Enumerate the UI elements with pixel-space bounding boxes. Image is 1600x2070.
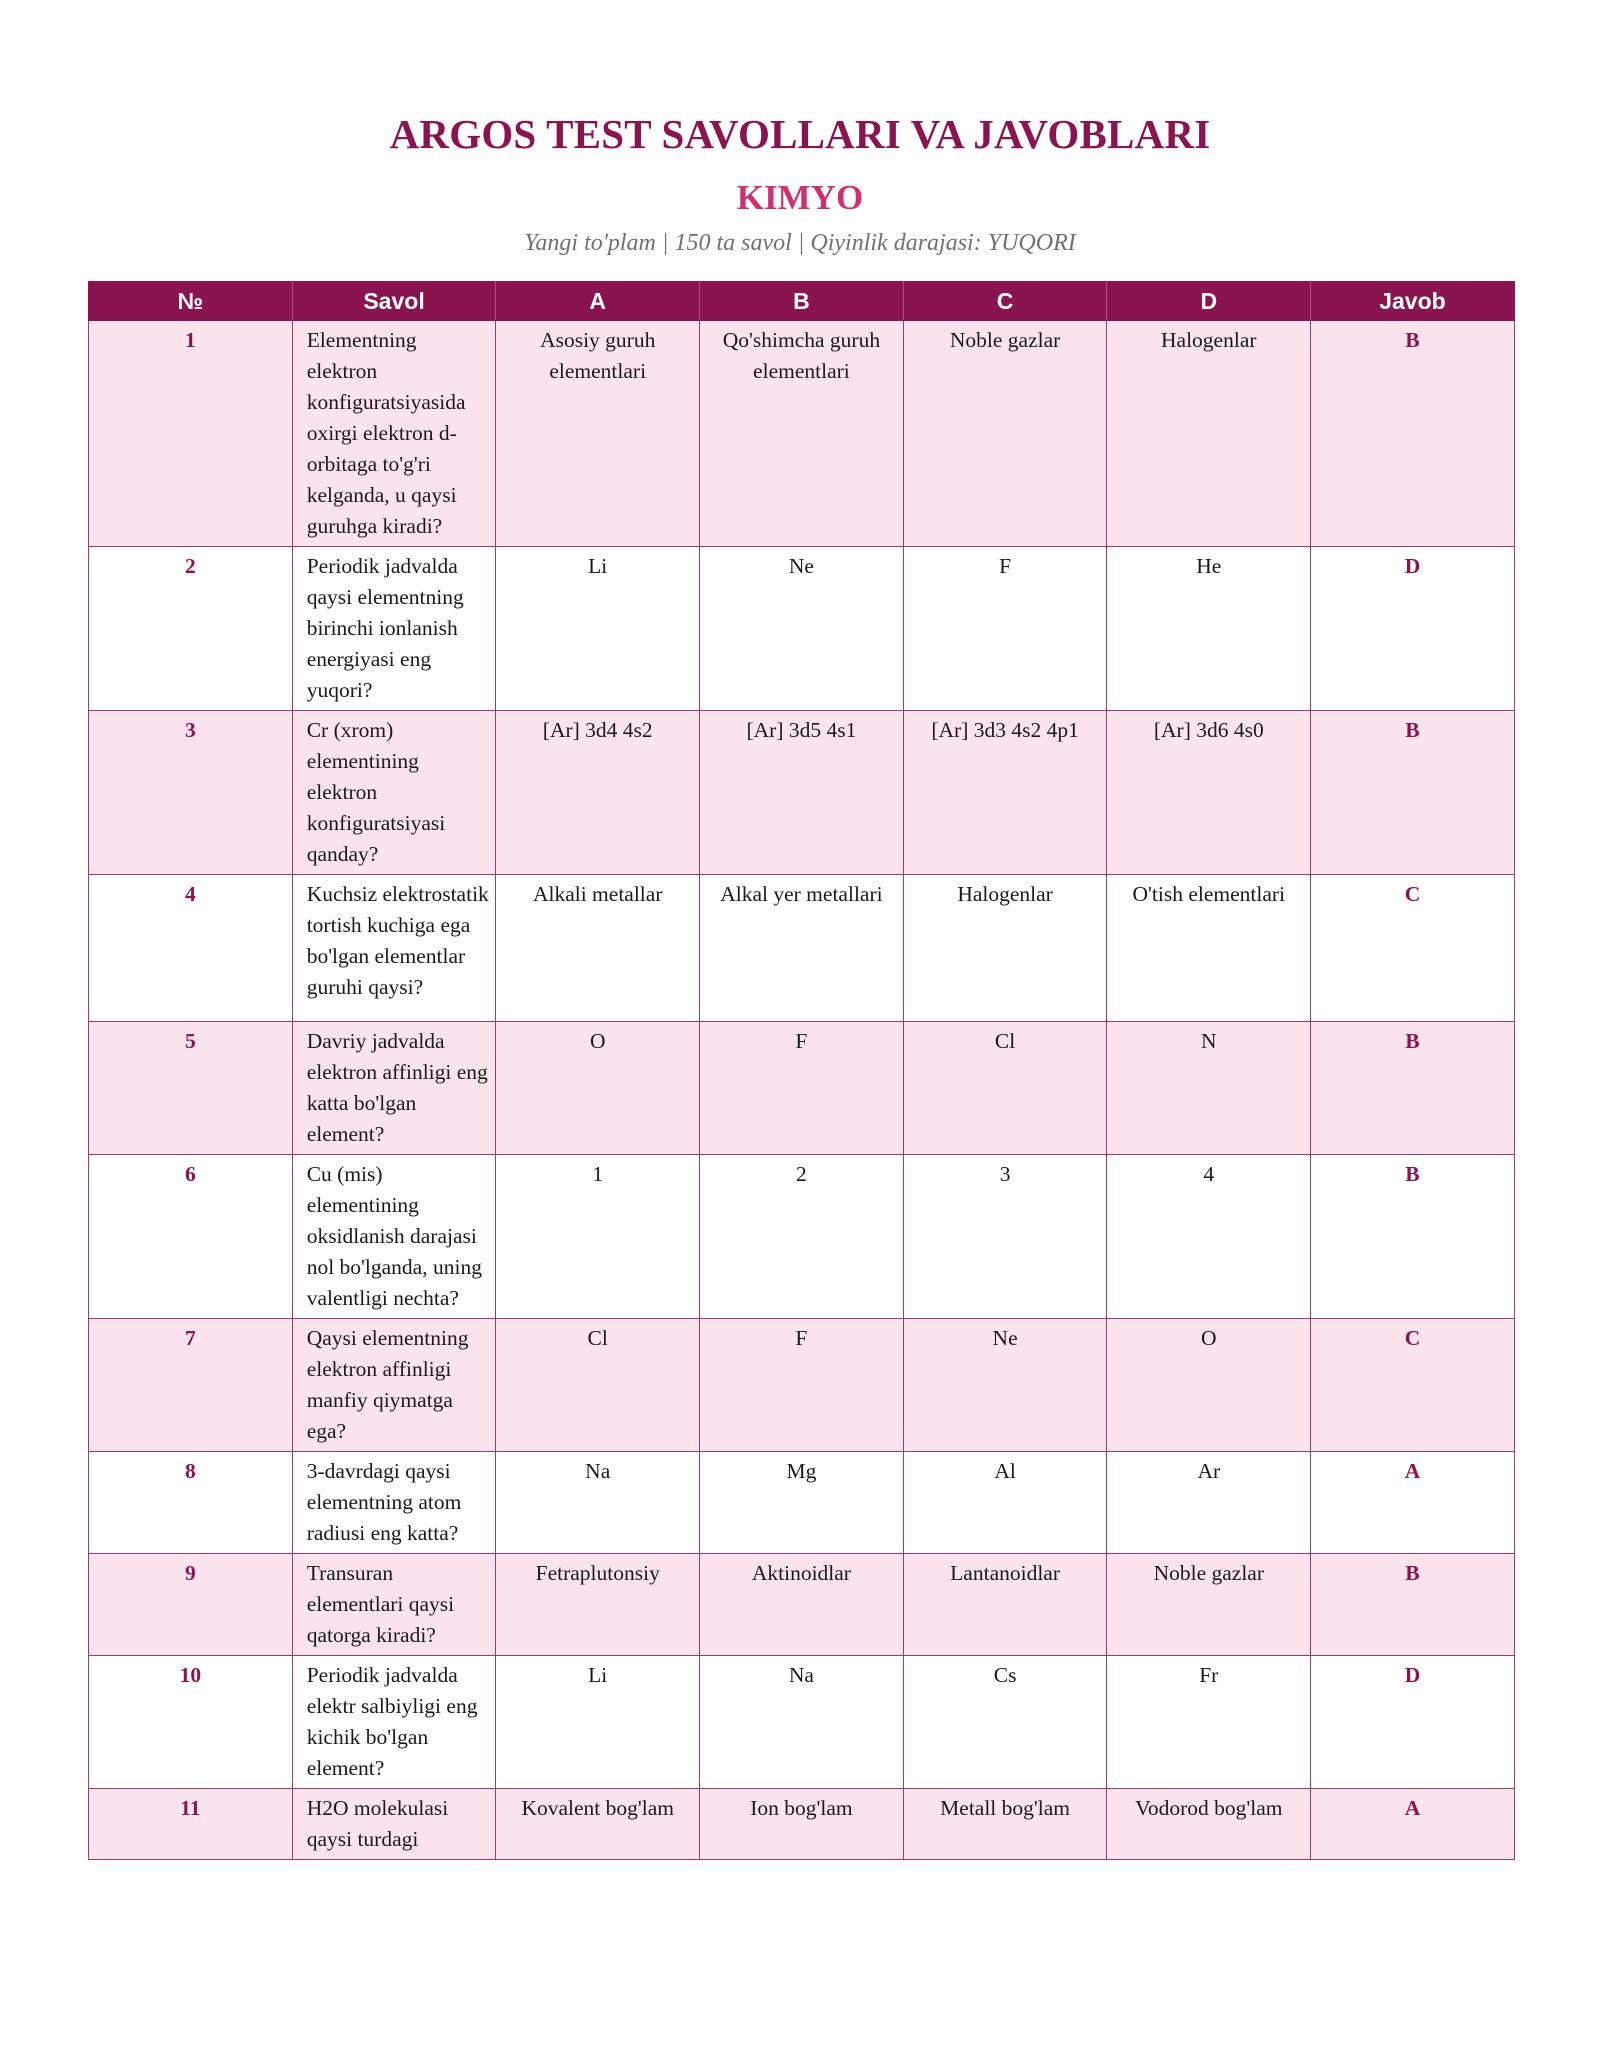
column-header-a: A xyxy=(496,282,700,321)
option-b: Alkal yer metallari xyxy=(700,875,904,1022)
option-c: 3 xyxy=(903,1155,1107,1319)
option-d: Fr xyxy=(1107,1656,1311,1789)
option-a: O xyxy=(496,1022,700,1155)
question-text: Periodik jadvalda elektr salbiyligi eng kichik bo'lgan element? xyxy=(292,1656,496,1789)
table-row xyxy=(89,1319,1515,1452)
question-number: 5 xyxy=(89,1022,293,1155)
option-c: Noble gazlar xyxy=(903,321,1107,547)
question-text: Qaysi elementning elektron affinligi manfiy qiymatga ega? xyxy=(292,1319,496,1452)
column-header-question: Savol xyxy=(292,282,496,321)
option-a: Fetraplutonsiy xyxy=(496,1554,700,1656)
option-d: [Ar] 3d6 4s0 xyxy=(1107,711,1311,875)
question-text: Transuran elementlari qaysi qatorga kiradi? xyxy=(292,1554,496,1656)
column-header-c: C xyxy=(903,282,1107,321)
question-number: 7 xyxy=(89,1319,293,1452)
question-text: Elementning elektron konfiguratsiyasida oxirgi elektron d-orbitaga to'g'ri kelganda, u qaysi guruhga kiradi? xyxy=(292,321,496,547)
question-number: 1 xyxy=(89,321,293,547)
correct-answer: B xyxy=(1311,1554,1515,1656)
correct-answer: B xyxy=(1311,1022,1515,1155)
table-row xyxy=(89,1452,1515,1554)
option-d: N xyxy=(1107,1022,1311,1155)
option-a: 1 xyxy=(496,1155,700,1319)
option-a: Asosiy guruh elementlari xyxy=(496,321,700,547)
question-number: 2 xyxy=(89,547,293,711)
correct-answer: D xyxy=(1311,547,1515,711)
option-a: Na xyxy=(496,1452,700,1554)
option-d: Ar xyxy=(1107,1452,1311,1554)
table-row xyxy=(89,321,1515,547)
option-b: [Ar] 3d5 4s1 xyxy=(700,711,904,875)
table-row xyxy=(89,875,1515,1022)
option-b: Aktinoidlar xyxy=(700,1554,904,1656)
option-a: Cl xyxy=(496,1319,700,1452)
option-b: Qo'shimcha guruh elementlari xyxy=(700,321,904,547)
table-row xyxy=(89,1155,1515,1319)
column-header-b: B xyxy=(700,282,904,321)
option-d: He xyxy=(1107,547,1311,711)
question-text: H2O molekulasi qaysi turdagi xyxy=(292,1789,496,1860)
option-c: Cs xyxy=(903,1656,1107,1789)
table-row xyxy=(89,547,1515,711)
question-text: Kuchsiz elektrostatik tortish kuchiga ega bo'lgan elementlar guruhi qaysi? xyxy=(292,875,496,1022)
question-text: 3-davrdagi qaysi elementning atom radiusi eng katta? xyxy=(292,1452,496,1554)
option-c: Lantanoidlar xyxy=(903,1554,1107,1656)
option-b: Ion bog'lam xyxy=(700,1789,904,1860)
option-c: Ne xyxy=(903,1319,1107,1452)
table-row xyxy=(89,1022,1515,1155)
table-row xyxy=(89,1554,1515,1656)
option-d: Halogenlar xyxy=(1107,321,1311,547)
table-row xyxy=(89,1789,1515,1860)
document-title: ARGOS TEST SAVOLLARI VA JAVOBLARI xyxy=(389,111,1211,157)
option-a: Li xyxy=(496,547,700,711)
header-row xyxy=(89,282,1515,321)
option-a: Alkali metallar xyxy=(496,875,700,1022)
question-number: 6 xyxy=(89,1155,293,1319)
option-a: Li xyxy=(496,1656,700,1789)
correct-answer: A xyxy=(1311,1452,1515,1554)
correct-answer: A xyxy=(1311,1789,1515,1860)
option-d: O'tish elementlari xyxy=(1107,875,1311,1022)
correct-answer: B xyxy=(1311,711,1515,875)
correct-answer: C xyxy=(1311,1319,1515,1452)
column-header-answer: Javob xyxy=(1311,282,1515,321)
option-b: F xyxy=(700,1319,904,1452)
table-row xyxy=(89,1656,1515,1789)
question-number: 8 xyxy=(89,1452,293,1554)
question-text: Davriy jadvalda elektron affinligi eng katta bo'lgan element? xyxy=(292,1022,496,1155)
option-c: Cl xyxy=(903,1022,1107,1155)
option-b: Na xyxy=(700,1656,904,1789)
question-text: Cr (xrom) elementining elektron konfiguratsiyasi qanday? xyxy=(292,711,496,875)
subject-heading: KIMYO xyxy=(736,178,864,217)
question-number: 4 xyxy=(89,875,293,1022)
option-d: Vodorod bog'lam xyxy=(1107,1789,1311,1860)
option-c: Al xyxy=(903,1452,1107,1554)
questions-table xyxy=(88,281,1515,1860)
option-b: Ne xyxy=(700,547,904,711)
question-number: 11 xyxy=(89,1789,293,1860)
option-d: 4 xyxy=(1107,1155,1311,1319)
question-number: 10 xyxy=(89,1656,293,1789)
correct-answer: B xyxy=(1311,1155,1515,1319)
table-header xyxy=(89,282,1515,321)
option-a: Kovalent bog'lam xyxy=(496,1789,700,1860)
question-text: Periodik jadvalda qaysi elementning birinchi ionlanish energiyasi eng yuqori? xyxy=(292,547,496,711)
option-b: 2 xyxy=(700,1155,904,1319)
option-d: Noble gazlar xyxy=(1107,1554,1311,1656)
option-c: F xyxy=(903,547,1107,711)
column-header-d: D xyxy=(1107,282,1311,321)
question-text: Cu (mis) elementining oksidlanish darajasi nol bo'lganda, uning valentligi nechta? xyxy=(292,1155,496,1319)
option-a: [Ar] 3d4 4s2 xyxy=(496,711,700,875)
collection-info: Yangi to'plam | 150 ta savol | Qiyinlik darajasi: YUQORI xyxy=(524,230,1076,256)
question-number: 3 xyxy=(89,711,293,875)
correct-answer: D xyxy=(1311,1656,1515,1789)
table-body xyxy=(89,321,1515,1860)
correct-answer: C xyxy=(1311,875,1515,1022)
question-number: 9 xyxy=(89,1554,293,1656)
option-b: Mg xyxy=(700,1452,904,1554)
option-b: F xyxy=(700,1022,904,1155)
option-c: Halogenlar xyxy=(903,875,1107,1022)
correct-answer: B xyxy=(1311,321,1515,547)
option-d: O xyxy=(1107,1319,1311,1452)
option-c: [Ar] 3d3 4s2 4p1 xyxy=(903,711,1107,875)
column-header-number: № xyxy=(89,282,293,321)
option-c: Metall bog'lam xyxy=(903,1789,1107,1860)
table-row xyxy=(89,711,1515,875)
